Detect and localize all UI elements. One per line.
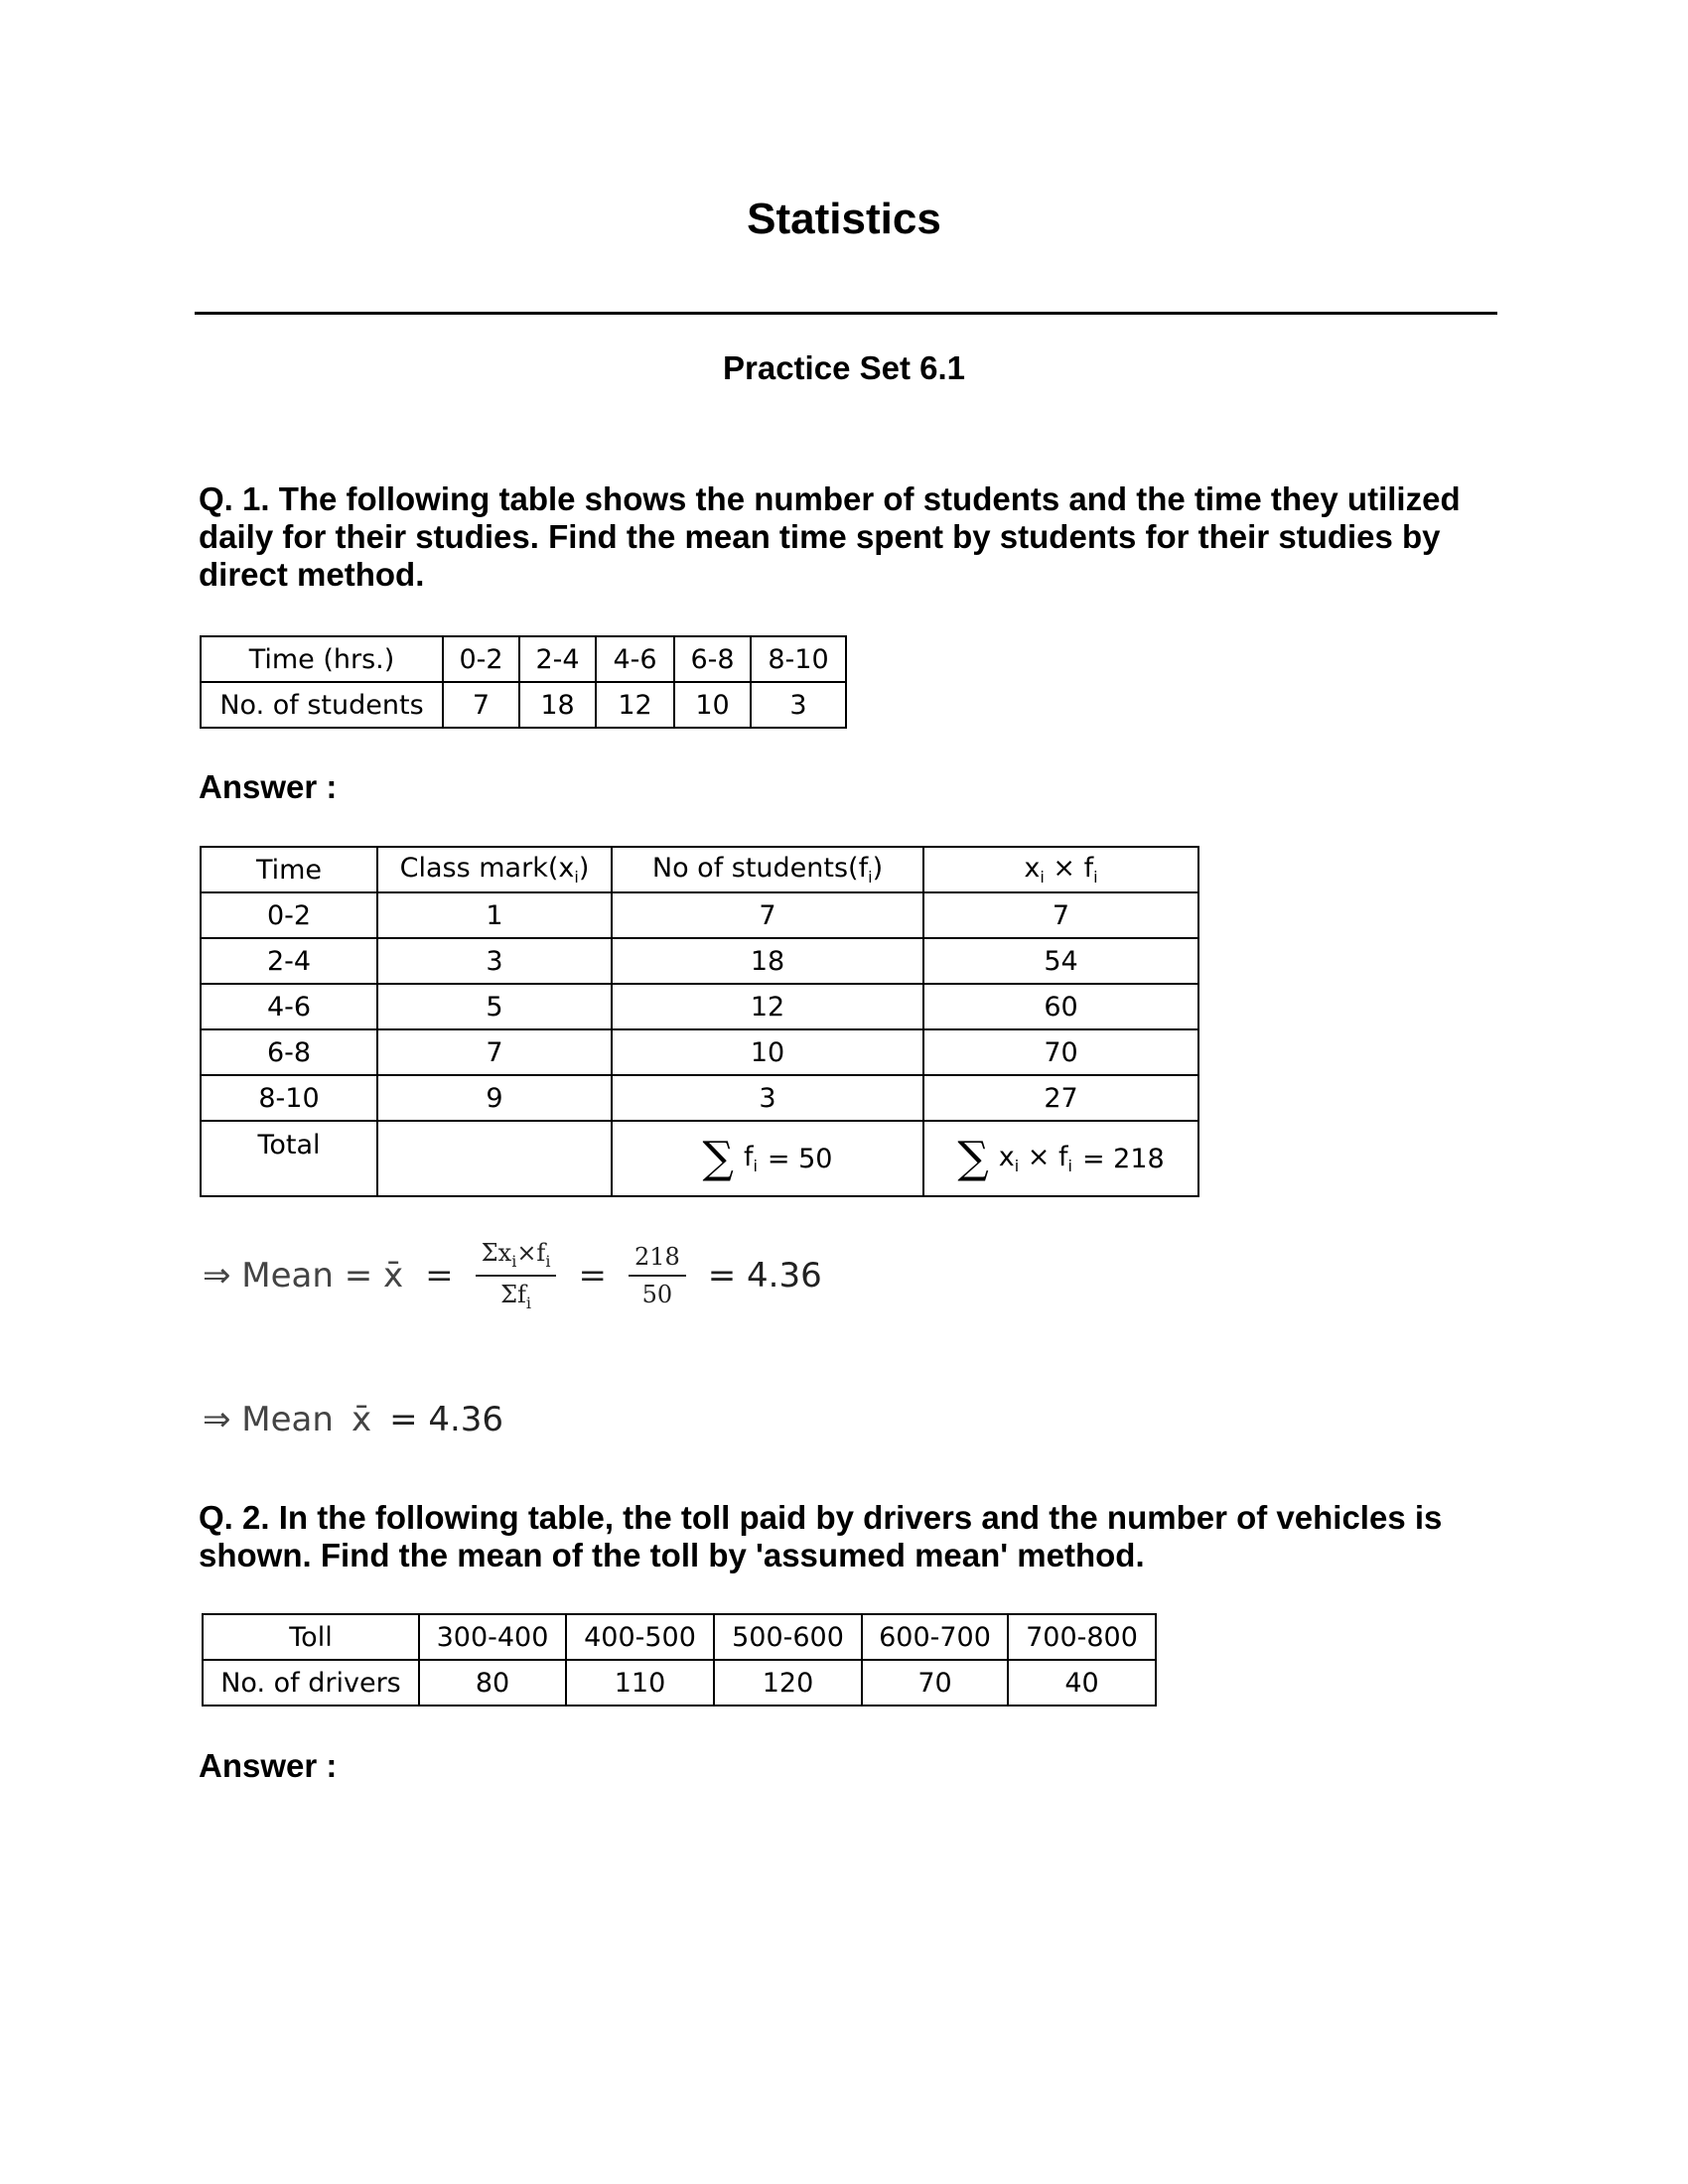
table-cell: 80 — [419, 1660, 566, 1706]
equals-sign: = — [578, 1256, 607, 1296]
table-cell: 7 — [612, 892, 923, 938]
table-total-row — [201, 1121, 1198, 1196]
title-divider — [195, 312, 1497, 315]
table-row — [201, 984, 1198, 1029]
table-cell: 8-10 — [201, 1075, 377, 1121]
header-xf — [923, 847, 1198, 892]
subscript: i — [1014, 1157, 1020, 1175]
table-cell: 4-6 — [596, 636, 674, 682]
table-cell: 10 — [674, 682, 751, 728]
table-cell: 18 — [612, 938, 923, 984]
subscript: i — [1040, 868, 1045, 887]
table-cell: No. of drivers — [203, 1660, 419, 1706]
term-text: × f — [1027, 1142, 1068, 1172]
fraction-numeric — [629, 1243, 686, 1308]
table-cell: 500-600 — [714, 1614, 862, 1660]
table-cell: 3 — [751, 682, 846, 728]
sum-f-expression — [702, 1133, 833, 1183]
fraction-numerator — [476, 1239, 557, 1277]
table-cell: 2-4 — [519, 636, 596, 682]
table-cell: 3 — [377, 938, 612, 984]
fraction-numerator: 218 — [629, 1243, 686, 1277]
header-text: No of students(f — [651, 853, 869, 884]
header-text: Class mark(x — [399, 853, 575, 884]
table-cell: 120 — [714, 1660, 862, 1706]
subscript: i — [868, 868, 873, 887]
question-1: Q. 1. The following table shows the number of students and the time they utilized daily for their studies. Find the mean time spent by students for their studies by direct method. — [199, 480, 1461, 593]
table-cell: 40 — [1008, 1660, 1156, 1706]
table-cell: No. of students — [201, 682, 443, 728]
table-cell: 10 — [612, 1029, 923, 1075]
subscript: i — [1093, 868, 1098, 887]
table-cell: 400-500 — [566, 1614, 714, 1660]
q1-data-table — [200, 635, 847, 729]
table-cell: 12 — [612, 984, 923, 1029]
fraction-denominator: 50 — [641, 1281, 673, 1308]
table-cell: 7 — [377, 1029, 612, 1075]
sum-xf-value: = 218 — [1081, 1143, 1165, 1174]
table-cell: 12 — [596, 682, 674, 728]
subscript: i — [753, 1157, 758, 1175]
term-text: x — [998, 1142, 1015, 1172]
formula-result: = 4.36 — [389, 1400, 504, 1439]
table-cell: 600-700 — [862, 1614, 1008, 1660]
fraction-denominator — [500, 1277, 531, 1312]
subscript: i — [545, 1252, 551, 1271]
subscript: i — [511, 1252, 517, 1271]
subscript: i — [525, 1294, 532, 1312]
table-cell: 110 — [566, 1660, 714, 1706]
table-cell: 70 — [923, 1029, 1198, 1075]
sum-f-term — [744, 1142, 758, 1175]
table-row — [201, 1029, 1198, 1075]
table-row — [201, 892, 1198, 938]
table-cell: 3 — [612, 1075, 923, 1121]
numerator-text: ×f — [516, 1239, 546, 1267]
answer-label-1: Answer : — [199, 768, 338, 805]
page-title: Statistics — [747, 195, 941, 243]
table-cell: 9 — [377, 1075, 612, 1121]
table-cell: 54 — [923, 938, 1198, 984]
table-cell-empty — [377, 1121, 612, 1196]
table-cell: 1 — [377, 892, 612, 938]
table-row — [201, 938, 1198, 984]
formula-result: = 4.36 — [707, 1256, 822, 1296]
mean-formula-1 — [203, 1239, 822, 1312]
table-cell: 8-10 — [751, 636, 846, 682]
table-cell: Time (hrs.) — [201, 636, 443, 682]
table-cell: 60 — [923, 984, 1198, 1029]
formula-prefix: ⇒ Mean — [203, 1400, 334, 1439]
q1-answer-table — [200, 846, 1199, 1197]
header-time: Time — [201, 847, 377, 892]
subscript: i — [574, 868, 579, 887]
table-row — [201, 682, 846, 728]
practice-set-heading: Practice Set 6.1 — [723, 349, 965, 386]
numerator-text: Σx — [481, 1239, 512, 1267]
q2-data-table — [202, 1613, 1157, 1706]
table-cell: 4-6 — [201, 984, 377, 1029]
fraction-symbolic — [476, 1239, 557, 1312]
table-row — [203, 1614, 1156, 1660]
table-cell: 6-8 — [674, 636, 751, 682]
header-students — [612, 847, 923, 892]
sigma-symbol: ∑ — [702, 1133, 734, 1183]
table-cell: 7 — [923, 892, 1198, 938]
table-cell: 27 — [923, 1075, 1198, 1121]
header-text: x — [1024, 853, 1041, 884]
mean-formula-2 — [203, 1400, 503, 1439]
table-row — [203, 1660, 1156, 1706]
table-header-row — [201, 847, 1198, 892]
header-class-mark — [377, 847, 612, 892]
term-text: f — [743, 1142, 754, 1172]
table-cell: 700-800 — [1008, 1614, 1156, 1660]
header-text: ) — [872, 853, 884, 884]
table-cell: 5 — [377, 984, 612, 1029]
table-cell: Toll — [203, 1614, 419, 1660]
sigma-symbol: ∑ — [957, 1133, 989, 1183]
table-cell: 0-2 — [201, 892, 377, 938]
total-label: Total — [201, 1121, 377, 1196]
header-text: ) — [578, 853, 590, 884]
xbar-symbol: x̄ — [351, 1400, 372, 1439]
sum-xf-expression — [957, 1133, 1165, 1183]
table-cell: 2-4 — [201, 938, 377, 984]
answer-label-2: Answer : — [199, 1747, 338, 1784]
table-cell: 6-8 — [201, 1029, 377, 1075]
sum-xf-cell — [923, 1121, 1198, 1196]
header-text: × f — [1044, 853, 1094, 884]
table-cell: 18 — [519, 682, 596, 728]
table-cell: 7 — [443, 682, 519, 728]
question-2: Q. 2. In the following table, the toll paid by drivers and the number of vehicles is shown. Find the mean of the toll by 'assumed mean' method. — [199, 1499, 1443, 1573]
table-cell: 300-400 — [419, 1614, 566, 1660]
table-cell: 70 — [862, 1660, 1008, 1706]
subscript: i — [1067, 1157, 1072, 1175]
table-row — [201, 636, 846, 682]
equals-sign: = — [425, 1256, 454, 1296]
sum-f-cell — [612, 1121, 923, 1196]
sum-xf-term — [999, 1142, 1072, 1175]
denominator-text: Σf — [500, 1281, 526, 1308]
sum-f-value: = 50 — [767, 1143, 833, 1174]
table-cell: 0-2 — [443, 636, 519, 682]
table-row — [201, 1075, 1198, 1121]
formula-prefix: ⇒ Mean = x̄ — [203, 1256, 404, 1296]
